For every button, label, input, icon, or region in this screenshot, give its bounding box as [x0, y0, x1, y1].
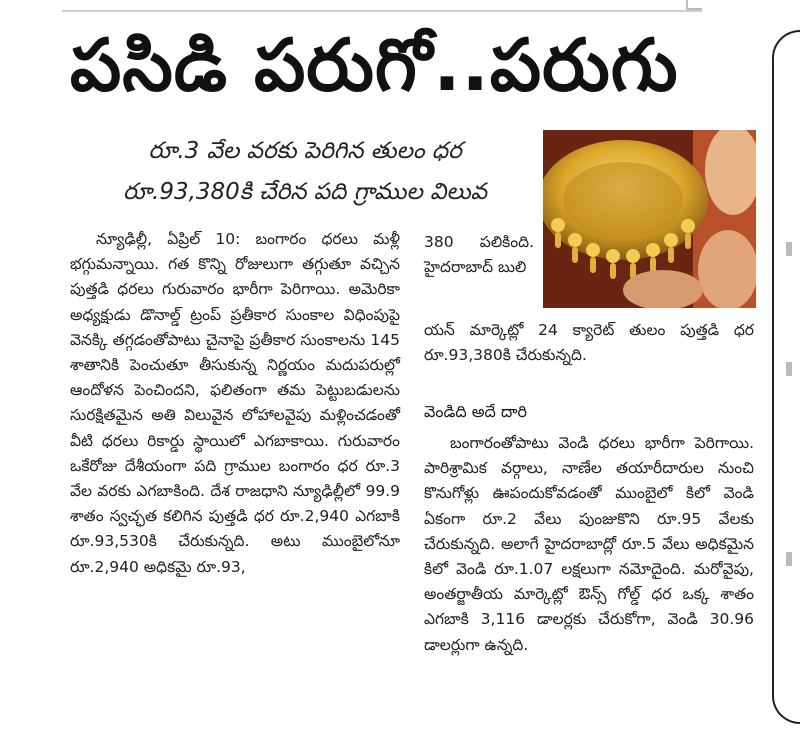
gold-necklace-icon	[543, 130, 756, 308]
article-column-2-continue	[424, 318, 754, 368]
article-column-1	[70, 227, 400, 580]
frame-tick	[786, 242, 792, 256]
top-rule	[62, 10, 702, 12]
paragraph: 380 పలికింది. హైదరాబాద్ బులి	[424, 233, 534, 277]
article-column-2-top	[424, 230, 534, 280]
silver-column	[424, 431, 754, 658]
silver-subhead: వెండిది అదే దారి	[424, 402, 528, 421]
paragraph: న్యూఢిల్లీ, ఏప్రిల్ 10: బంగారం ధరలు మళ్లీ భగ్గుమన్నాయి. గత కొన్ని రోజులుగా తగ్గుతూ వచ్చిన పుత్తడి ధరలు గురువారం భారీగా పెరిగాయి. అమెరికా అధ్యక్షుడు డొనాల్డ్ ట్రంప్ ప్రతీకార సుంకాల విధింపుపై వెనక్కి తగ్గడంతోపాటు చైనాపై ప్రతీకార సుంకాలను 145 శాతానికి పెంచుతూ తీసుకున్న నిర్ణయం మదుపరుల్లో ఆందోళన పెంచిందని, ఫలితంగా తమ పెట్టుబడులను సురక్షితమైన అతి విలువైన లోహాలవైపు మళ్లించడంతో వీటి ధరలు రికార్డు స్థాయిలో ఎగబాకాయి. గురువారం ఒకేరోజు దేశీయంగా పది గ్రాముల బంగారం ధర రూ.3 వేల వరకు ఎగబాకింది. దేశ రాజధాని న్యూఢిల్లీలో 99.9 శాతం స్వచ్ఛత కలిగిన పుత్తడి ధర రూ.2,940 ఎగబాకి రూ.93,530కి చేరుకున్నది. అటు ముంబైలోనూ రూ.2,940 అధికమై రూ.93,	[70, 230, 400, 576]
paragraph: యన్ మార్కెట్లో 24 క్యారెట్ తులం పుత్తడి ధర రూ.93,380కి చేరుకున్నది.	[424, 321, 754, 365]
headline: పసిడి పరుగో..పరుగు	[70, 23, 679, 107]
frame-tick	[786, 552, 792, 566]
subheadline-2: రూ.93,380కి చేరిన పది గ్రాముల విలువ	[123, 179, 487, 205]
frame-tick	[786, 362, 792, 376]
corner-mark	[686, 0, 702, 10]
gold-jewellery-photo	[543, 130, 756, 308]
adjacent-column-frame	[772, 30, 800, 724]
subheadline-1: రూ.3 వేల వరకు పెరిగిన తులం ధర	[148, 138, 462, 164]
paragraph: బంగారంతోపాటు వెండి ధరలు భారీగా పెరిగాయి. పారిశ్రామిక వర్గాలు, నాణేల తయారీదారుల నుంచి కొనుగోళ్లు ఊపందుకోవడంతో ముంబైలో కిలో వెండి ఏకంగా రూ.2 వేలు పుంజుకొని రూ.95 వేలకు చేరుకున్నది. అలాగే హైదరాబాద్లో రూ.5 వేలు అధికమైన కిలో వెండి రూ.1.07 లక్షలుగా నమోదైంది. మరోవైపు, అంతర్జాతీయ మార్కెట్లో ఔన్స్ గోల్డ్ ధర ఒక్క శాతం ఎగబాకి 3,116 డాలర్లకు చేరుకోగా, వెండి 30.96 డాలర్లుగా ఉన్నది.	[424, 434, 754, 654]
